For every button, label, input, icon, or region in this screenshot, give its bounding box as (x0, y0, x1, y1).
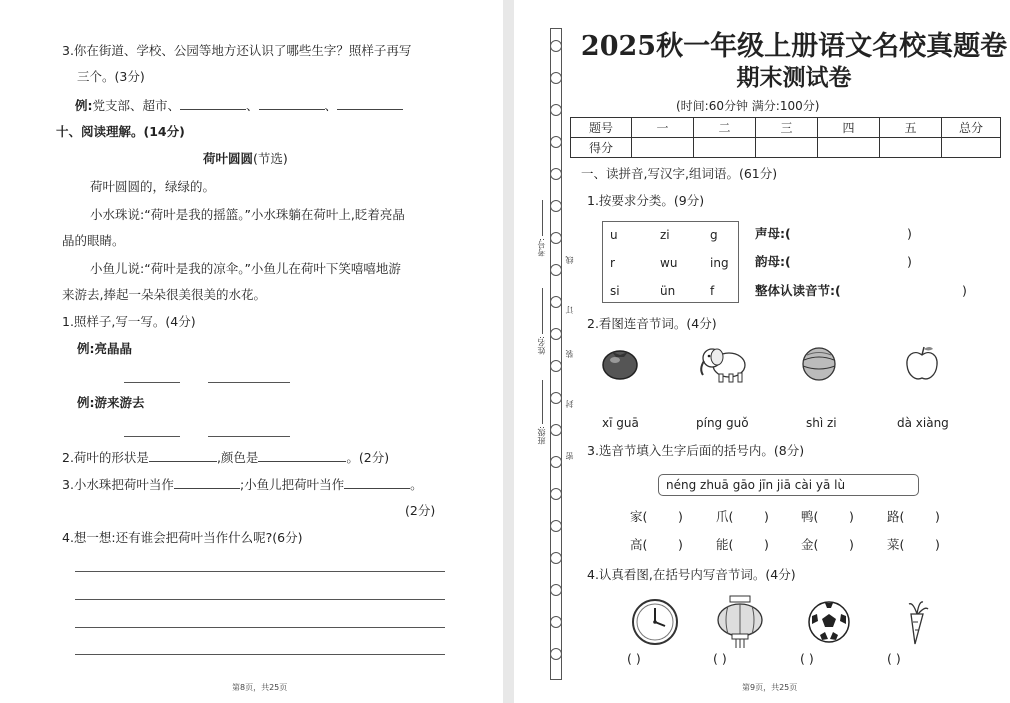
q3-line2: 三个。(3分) (77, 69, 145, 84)
char-bracket-close[interactable]: ) (935, 509, 940, 524)
exam-subtitle: 期末测试卷 (736, 64, 852, 91)
apple-icon (904, 343, 940, 383)
spine-label-kaohao: 考号: (537, 238, 546, 257)
phonics-item: wu (660, 256, 678, 270)
q1-example-2: 例:游来游去 (77, 395, 145, 410)
r-q4-title: 4.认真看图,在括号内写音节词。(4分) (587, 567, 796, 582)
q2-part-b: ,颜色是 (216, 450, 259, 465)
spine-label-name: 姓名: (537, 336, 546, 355)
binding-hole (550, 72, 562, 84)
section-10-title: 十、阅读理解。(14分) (56, 124, 185, 139)
section-1-title: 一、读拼音,写汉字,组词语。(61分) (581, 166, 778, 181)
q3-sep-1: 、 (246, 98, 259, 113)
score-header-cell: 三 (756, 118, 818, 138)
char-bracket: 爪( (716, 509, 734, 524)
passage-subtitle: (节选) (253, 151, 288, 166)
q4-line-2[interactable] (75, 599, 445, 600)
binding-hole (550, 424, 562, 436)
q1-answer-line-1[interactable] (124, 382, 180, 383)
score-cell[interactable] (756, 138, 818, 158)
q2-blank-color[interactable] (258, 449, 346, 462)
char-bracket-close[interactable]: ) (849, 509, 854, 524)
pinyin-word[interactable]: píng guǒ (696, 416, 749, 430)
passage-title-text: 荷叶圆圆 (203, 151, 254, 166)
q3b-part-a: 3.小水珠把荷叶当作 (62, 477, 174, 492)
passage-p3a: 小鱼儿说:“荷叶是我的凉伞。”小鱼儿在荷叶下笑嘻嘻地游 (90, 261, 401, 276)
phonics-item: si (610, 284, 620, 298)
q3-blank-2[interactable] (259, 97, 325, 110)
q3-example (75, 97, 403, 114)
char-bracket: 高( (630, 537, 648, 552)
score-cell[interactable] (694, 138, 756, 158)
clock-icon (631, 598, 679, 646)
q3-line1: 3.你在街道、学校、公园等地方还认识了哪些生字？照样子再写 (62, 43, 412, 58)
binding-hole (550, 392, 562, 404)
syllable-list: néng zhuā gāo jīn jiā cài yā lù (666, 478, 846, 492)
binding-hole (550, 200, 562, 212)
binding-hole (550, 488, 562, 500)
binding-hole (550, 360, 562, 372)
football-icon (807, 600, 851, 644)
yunmu-close[interactable]: ) (907, 254, 912, 269)
score-cell[interactable] (818, 138, 880, 158)
q4-line-4[interactable] (75, 654, 445, 655)
phonics-item: ing (710, 256, 729, 270)
right-footer: 第9页，共25页 (742, 683, 798, 692)
q4-answer-bracket[interactable]: ( ) (887, 651, 901, 666)
q3-sep-2: 、 (324, 98, 338, 113)
char-bracket: 路( (887, 509, 905, 524)
q3b-part-b: ;小鱼儿把荷叶当作 (239, 477, 345, 492)
r-q3-title: 3.选音节填入生字后面的括号内。(8分) (587, 443, 805, 458)
q4-answer-bracket[interactable]: ( ) (627, 651, 641, 666)
q3b-line (62, 476, 423, 493)
q1-answer-line-3[interactable] (124, 436, 180, 437)
q3b-blank-2[interactable] (344, 476, 410, 489)
spine-char: 封 (565, 400, 574, 408)
pinyin-word[interactable]: shì zi (806, 416, 837, 430)
score-cell[interactable] (880, 138, 942, 158)
score-header-cell: 一 (632, 118, 694, 138)
pinyin-word[interactable]: dà xiàng (897, 416, 949, 430)
passage-title (203, 151, 288, 167)
q2-blank-shape[interactable] (149, 449, 217, 462)
q3-example-text: 党支部、超市、 (92, 98, 181, 113)
q4-answer-bracket[interactable]: ( ) (800, 651, 814, 666)
shengmu-close[interactable]: ) (907, 226, 912, 241)
binding-hole (550, 616, 562, 628)
persimmon-icon (600, 343, 640, 381)
score-table-header-row (571, 118, 1001, 138)
binding-hole (550, 264, 562, 276)
char-bracket: 能( (716, 537, 734, 552)
zhengti-label: 整体认读音节:( (755, 283, 841, 298)
spine-char: 订 (565, 306, 574, 314)
score-header-cell: 四 (818, 118, 880, 138)
spine-char: 密 (565, 452, 574, 460)
elephant-icon (695, 343, 751, 385)
q4-line-1[interactable] (75, 571, 445, 572)
binding-spine (550, 28, 562, 680)
passage-p2b: 晶的眼睛。 (62, 233, 125, 248)
q1-answer-line-4[interactable] (208, 436, 290, 437)
score-table (570, 117, 1001, 158)
binding-hole (550, 104, 562, 116)
spine-char: 装 (565, 350, 574, 358)
left-footer: 第8页，共25页 (232, 683, 288, 692)
passage-p2a: 小水珠说:“荷叶是我的摇篮。”小水珠躺在荷叶上,眨着亮晶 (90, 207, 405, 222)
q3b-score: (2分) (405, 503, 436, 518)
binding-hole (550, 136, 562, 148)
exam-title: 2025秋一年级上册语文名校真题卷 (580, 31, 1008, 62)
phonics-item: r (610, 256, 615, 270)
spine-blank-class[interactable] (542, 380, 543, 424)
q3b-blank-1[interactable] (174, 476, 240, 489)
spine-char: 线 (565, 256, 574, 264)
yunmu-label: 韵母:( (755, 254, 791, 269)
ball-icon (801, 346, 837, 382)
binding-hole (550, 648, 562, 660)
passage-p3b: 来游去,捧起一朵朵很美很美的水花。 (62, 287, 266, 302)
char-bracket: 菜( (887, 537, 905, 552)
binding-hole (550, 520, 562, 532)
left-page (0, 0, 503, 703)
score-cell[interactable] (632, 138, 694, 158)
q3b-part-c: 。 (410, 477, 423, 492)
binding-hole (550, 232, 562, 244)
phonics-item: zi (660, 228, 670, 242)
char-bracket-close[interactable]: ) (764, 509, 769, 524)
q1-text: 1.照样子,写一写。(4分) (62, 314, 196, 329)
q4-text: 4.想一想:还有谁会把荷叶当作什么呢?(6分) (62, 530, 303, 545)
phonics-item: u (610, 228, 618, 242)
q1-answer-line-2[interactable] (208, 382, 290, 383)
q3-blank-1[interactable] (180, 97, 246, 110)
shengmu-label: 声母:( (755, 226, 791, 241)
phonics-item: f (710, 284, 715, 298)
phonics-item: g (710, 228, 718, 242)
phonics-item: ün (660, 284, 676, 298)
lantern-icon (714, 594, 766, 650)
q2-part-c: 。(2分) (346, 450, 390, 465)
char-bracket-close[interactable]: ) (935, 537, 940, 552)
r-q1-title: 1.按要求分类。(9分) (587, 193, 705, 208)
q1-example-1: 例:亮晶晶 (77, 341, 132, 356)
char-bracket-close[interactable]: ) (678, 509, 683, 524)
score-header-cell: 总分 (942, 118, 1001, 138)
passage-p1: 荷叶圆圆的，绿绿的。 (90, 179, 216, 194)
binding-hole (550, 584, 562, 596)
score-header-cell: 五 (880, 118, 942, 138)
time-info: (时间:60分钟 满分:100分) (676, 99, 820, 113)
score-row-label: 得分 (571, 138, 632, 158)
binding-hole (550, 40, 562, 52)
zhengti-close[interactable]: ) (962, 283, 967, 298)
binding-hole (550, 296, 562, 308)
score-cell[interactable] (942, 138, 1001, 158)
score-table-score-row (571, 138, 1001, 158)
q4-line-3[interactable] (75, 627, 445, 628)
spine-blank-kaohao[interactable] (542, 200, 543, 236)
spine-label-class: 班级: (537, 426, 546, 445)
char-bracket-close[interactable]: ) (849, 537, 854, 552)
carrot-icon (899, 600, 933, 646)
binding-hole (550, 456, 562, 468)
r-q2-title: 2.看图连音节词。(4分) (587, 316, 717, 331)
binding-hole (550, 328, 562, 340)
char-bracket: 金( (801, 537, 819, 552)
q4-answer-bracket[interactable]: ( ) (713, 651, 727, 666)
score-header-cell: 二 (694, 118, 756, 138)
score-header-cell: 题号 (571, 118, 632, 138)
char-bracket-close[interactable]: ) (678, 537, 683, 552)
q2-part-a: 2.荷叶的形状是 (62, 450, 149, 465)
spine-blank-name[interactable] (542, 288, 543, 334)
binding-hole (550, 168, 562, 180)
binding-hole (550, 552, 562, 564)
q2-line (62, 449, 389, 466)
char-bracket: 家( (630, 509, 648, 524)
q3-blank-3[interactable] (337, 97, 403, 110)
char-bracket-close[interactable]: ) (764, 537, 769, 552)
char-bracket: 鸭( (801, 509, 819, 524)
right-page (514, 0, 1010, 703)
q3-example-label: 例: (75, 98, 93, 113)
pinyin-word[interactable]: xī guā (602, 416, 639, 430)
